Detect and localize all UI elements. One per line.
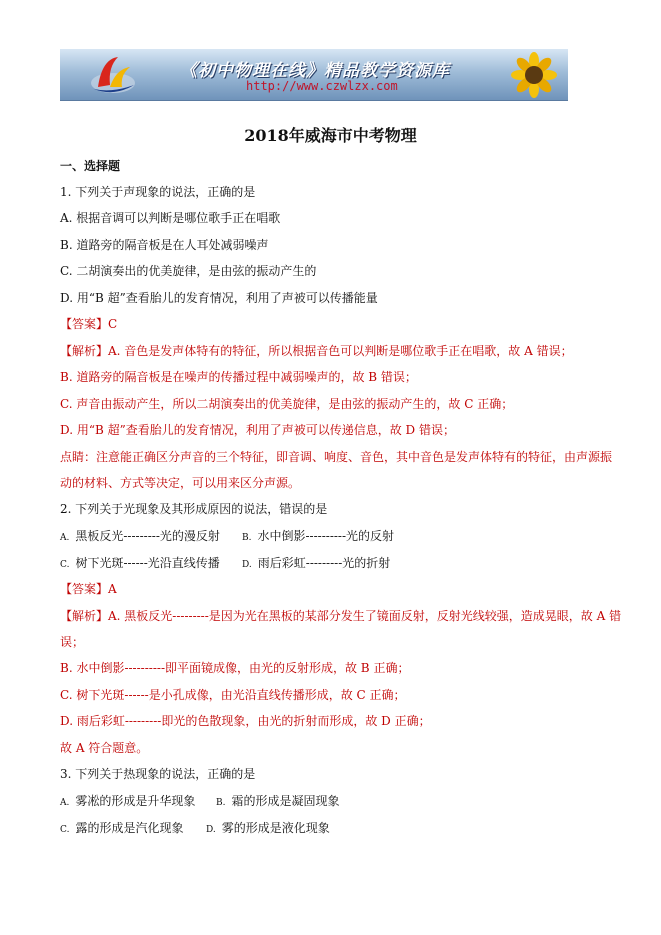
option-text: 树下光斑------光沿直线传播 bbox=[75, 556, 220, 570]
option-text: 雾凇的形成是升华现象 bbox=[75, 794, 196, 808]
q1-analysis-line: B. 道路旁的隔音板是在噪声的传播过程中减弱噪声的，故 B 错误； bbox=[60, 370, 417, 384]
q1-option-c: C. 二胡演奏出的优美旋律，是由弦的振动产生的 bbox=[60, 264, 317, 278]
q1-stem: 1. 下列关于声现象的说法，正确的是 bbox=[60, 185, 256, 199]
option-tag: C. bbox=[60, 825, 70, 835]
page-title: 2018年威海市中考物理 bbox=[244, 126, 417, 145]
q1-analysis-line: 【解析】A. 音色是发声体特有的特征，所以根据音色可以判断是哪位歌手正在唱歌，故 A 错误； bbox=[60, 344, 573, 358]
q1-tip-line: 动的材料、方式等决定，可以用来区分声源。 bbox=[60, 476, 301, 490]
banner-url: http://www.czwlzx.com bbox=[246, 79, 398, 93]
option-text: 霜的形成是凝固现象 bbox=[231, 794, 340, 808]
q3-option-a bbox=[60, 792, 195, 809]
site-logo-icon bbox=[88, 53, 138, 97]
q2-analysis-line: 故 A 符合题意。 bbox=[60, 741, 149, 755]
q1-tip-line: 点睛：注意能正确区分声音的三个特征，即音调、响度、音色，其中音色是发声体特有的特征，由声源振 bbox=[60, 450, 613, 464]
q1-option-a: A. 根据音调可以判断是哪位歌手正在唱歌 bbox=[60, 211, 281, 225]
option-text: 露的形成是汽化现象 bbox=[75, 821, 184, 835]
q2-option-b bbox=[242, 527, 394, 544]
q2-analysis-line: C. 树下光斑------是小孔成像，由光沿直线传播形成，故 C 正确； bbox=[60, 688, 406, 702]
q2-option-a bbox=[60, 527, 220, 544]
q3-option-d bbox=[206, 819, 330, 836]
option-tag: B. bbox=[242, 533, 252, 543]
option-tag: D. bbox=[206, 825, 216, 835]
option-text: 黑板反光---------光的漫反射 bbox=[75, 529, 220, 543]
option-text: 雾的形成是液化现象 bbox=[221, 821, 330, 835]
option-tag: A. bbox=[60, 798, 70, 808]
header-banner bbox=[60, 49, 568, 101]
q1-answer: 【答案】C bbox=[60, 317, 118, 331]
option-text: 水中倒影----------光的反射 bbox=[257, 529, 395, 543]
q3-option-c bbox=[60, 819, 183, 836]
option-tag: A. bbox=[60, 533, 70, 543]
q1-analysis-line: C. 声音由振动产生，所以二胡演奏出的优美旋律，是由弦的振动产生的，故 C 正确； bbox=[60, 397, 514, 411]
q1-option-b: B. 道路旁的隔音板是在人耳处减弱噪声 bbox=[60, 238, 269, 252]
q3-option-b bbox=[216, 792, 340, 809]
q3-stem: 3. 下列关于热现象的说法，正确的是 bbox=[60, 767, 256, 781]
q2-analysis-line: D. 雨后彩虹---------即光的色散现象，由光的折射而形成，故 D 正确； bbox=[60, 714, 431, 728]
section-heading: 一、选择题 bbox=[60, 159, 121, 173]
q2-analysis-line: B. 水中倒影----------即平面镜成像，由光的反射形成，故 B 正确； bbox=[60, 661, 410, 675]
option-text: 雨后彩虹---------光的折射 bbox=[257, 556, 391, 570]
q2-analysis-line: 【解析】A. 黑板反光---------是因为光在黑板的某部分发生了镜面反射，反射光线较强，造成晃眼，故 A 错 bbox=[60, 609, 622, 623]
option-tag: D. bbox=[242, 560, 252, 570]
sunflower-icon bbox=[504, 51, 560, 99]
q2-stem: 2. 下列关于光现象及其形成原因的说法，错误的是 bbox=[60, 502, 328, 516]
q2-option-c bbox=[60, 554, 220, 571]
q1-analysis-line: D. 用“B 超”查看胎儿的发育情况，利用了声被可以传递信息，故 D 错误； bbox=[60, 423, 455, 437]
q2-analysis-line: 误； bbox=[60, 635, 85, 649]
option-tag: B. bbox=[216, 798, 226, 808]
banner-title: 《初中物理在线》精品教学资源库 bbox=[180, 61, 450, 81]
option-tag: C. bbox=[60, 560, 70, 570]
q2-option-d bbox=[242, 554, 390, 571]
q2-answer: 【答案】A bbox=[60, 582, 117, 596]
q1-option-d: D. 用“B 超”查看胎儿的发育情况，利用了声被可以传播能量 bbox=[60, 291, 378, 305]
